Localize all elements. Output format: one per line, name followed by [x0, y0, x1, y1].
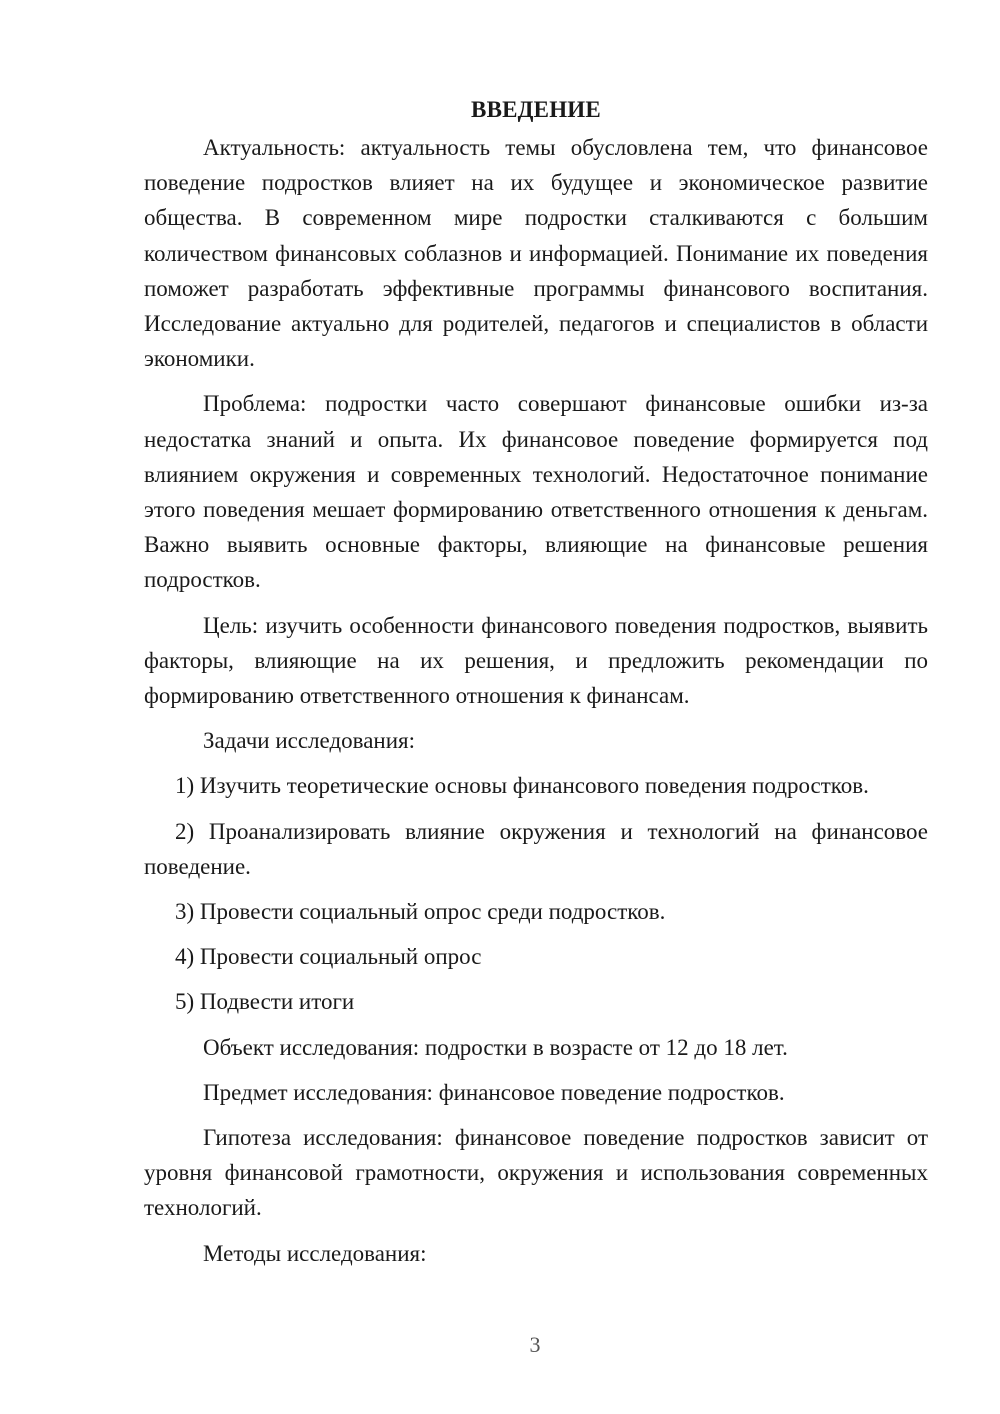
task-item-5: 5) Подвести итоги [175, 989, 355, 1015]
task-item-4: 4) Провести социальный опрос [175, 944, 482, 970]
problem-paragraph: Проблема: подростки часто совершают финансовые ошибки из-за недостатка знаний и опыта. Их финансовое поведение формируется под влиянием окружения и современных технологий. Недостаточное понимание этого поведения мешает формированию ответственного отношения к деньгам. Важно выявить основные факторы, влияющие на финансовые решения подростков. [144, 391, 928, 593]
task-item-2: 2) Проанализировать влияние окружения и технологий на финансовое поведение. [144, 818, 928, 879]
task-item-1: 1) Изучить теоретические основы финансового поведения подростков. [175, 773, 869, 799]
goal-paragraph: Цель: изучить особенности финансового поведения подростков, выявить факторы, влияющие на их решения, и предложить рекомендации по формированию ответственного отношения к финансам. [144, 612, 928, 709]
section-title: ВВЕДЕНИЕ [471, 97, 601, 122]
task-item-3: 3) Провести социальный опрос среди подростков. [175, 899, 666, 925]
object-paragraph: Объект исследования: подростки в возрасте от 12 до 18 лет. [203, 1034, 788, 1060]
page-number: 3 [529, 1332, 541, 1357]
tasks-heading: Задачи исследования: [203, 728, 416, 754]
relevance-paragraph: Актуальность: актуальность темы обусловлена тем, что финансовое поведение подростков влияет на их будущее и экономическое развитие общества. В современном мире подростки сталкиваются с большим количеством финансовых соблазнов и информацией. Понимание их поведения поможет разработать эффективные программы финансового воспитания. Исследование актуально для родителей, педагогов и специалистов в области экономики. [144, 135, 928, 372]
hypothesis-paragraph: Гипотеза исследования: финансовое поведение подростков зависит от уровня финансовой грамотности, окружения и использования современных технологий. [144, 1125, 928, 1221]
methods-heading: Методы исследования: [203, 1240, 427, 1266]
subject-paragraph: Предмет исследования: финансовое поведение подростков. [203, 1079, 785, 1105]
document-page [144, 92, 928, 1281]
